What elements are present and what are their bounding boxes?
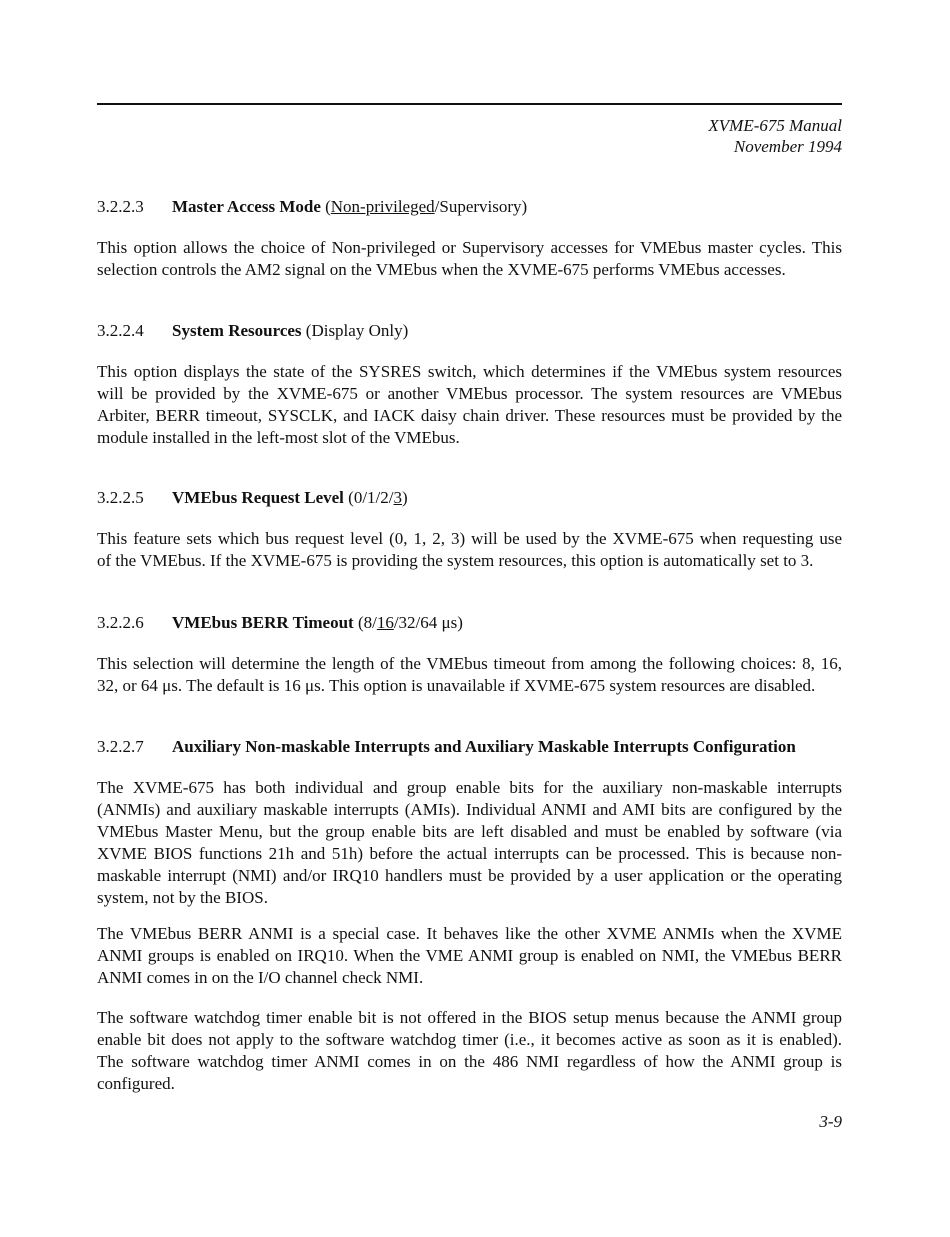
section-options-post: ) xyxy=(402,488,408,507)
section-options-default: 3 xyxy=(393,488,402,507)
section-paragraph xyxy=(97,923,842,989)
section-options-default: 16 xyxy=(376,613,394,632)
paragraph-line: system, not by the BIOS. xyxy=(97,888,268,907)
section-heading-3-2-2-6 xyxy=(97,612,463,634)
section-title: VMEbus Request Level xyxy=(172,488,344,507)
section-heading-3-2-2-7 xyxy=(97,736,796,758)
section-paragraph xyxy=(97,1007,842,1095)
paragraph-line: This feature sets which bus request level (0, 1, 2, 3) will be used by the XVME-675 when requesting use xyxy=(97,529,842,548)
paragraph-line: 32, or 64 μs. The default is 16 μs. This option is unavailable if XVME-675 system resources are disabled. xyxy=(97,676,816,695)
section-paragraph xyxy=(97,237,842,281)
section-options: (Display Only) xyxy=(301,321,409,340)
section-options-pre: (0/1/2/ xyxy=(343,488,394,507)
section-number: 3.2.2.7 xyxy=(97,737,144,756)
paragraph-line: The XVME-675 has both individual and group enable bits for the auxiliary non-maskable interrupts xyxy=(97,778,842,797)
section-heading-3-2-2-4 xyxy=(97,320,408,342)
paragraph-line: will be provided by the XVME-675 or another VMEbus processor. The system resources are VMEbus xyxy=(97,384,842,403)
section-options: /Supervisory) xyxy=(434,197,528,216)
paragraph-line: ANMI comes in on the I/O channel check NMI. xyxy=(97,968,424,987)
paragraph-line: XVME BIOS functions 21h and 51h) before the actual interrupts can be processed. This is because non- xyxy=(97,844,842,863)
paragraph-line: This option allows the choice of Non-privileged or Supervisory accesses for VMEbus master cycles. This xyxy=(97,238,842,257)
paragraph-line: maskable interrupt (NMI) and/or IRQ10 handlers must be provided by a user application or the operating xyxy=(97,866,842,885)
paragraph-line: The VMEbus BERR ANMI is a special case. It behaves like the other XVME ANMIs when the XVME xyxy=(97,924,842,943)
section-options-pre: (8/ xyxy=(353,613,377,632)
section-options-post: /32/64 μs) xyxy=(393,613,463,632)
paragraph-line: configured. xyxy=(97,1074,175,1093)
section-title: Master Access Mode xyxy=(172,197,321,216)
section-number: 3.2.2.4 xyxy=(97,321,144,340)
paragraph-line: This option displays the state of the SYSRES switch, which determines if the VMEbus system resources xyxy=(97,362,842,381)
section-paragraph xyxy=(97,361,842,449)
section-options-default: Non-privileged xyxy=(330,197,435,216)
section-title: System Resources xyxy=(172,321,302,340)
section-heading-3-2-2-5 xyxy=(97,487,408,509)
section-number: 3.2.2.5 xyxy=(97,488,144,507)
paragraph-line: This selection will determine the length of the VMEbus timeout from among the following choices: 8, 16, xyxy=(97,654,842,673)
section-options-open: ( xyxy=(320,197,331,216)
section-heading-3-2-2-3 xyxy=(97,196,527,218)
paragraph-line: VMEbus Master Menu, but the group enable bits are left disabled and must be enabled by software (via xyxy=(97,822,842,841)
paragraph-line: (ANMIs) and auxiliary maskable interrupts (AMIs). Individual ANMI and AMI bits are configured by the xyxy=(97,800,842,819)
paragraph-line: The software watchdog timer ANMI comes in on the 486 NMI regardless of how the ANMI group is xyxy=(97,1052,842,1071)
paragraph-line: Arbiter, BERR timeout, SYSCLK, and IACK daisy chain driver. These resources must be provided by the xyxy=(97,406,842,425)
header-rule xyxy=(97,103,842,105)
paragraph-line: enable bit does not apply to the software watchdog timer (i.e., it becomes active as soon as it is enabled). xyxy=(97,1030,842,1049)
paragraph-line: ANMI groups is enabled on IRQ10. When the VME ANMI group is enabled on NMI, the VMEbus BERR xyxy=(97,946,842,965)
section-title: VMEbus BERR Timeout xyxy=(172,613,354,632)
section-paragraph xyxy=(97,653,842,697)
section-number: 3.2.2.6 xyxy=(97,613,144,632)
section-title: Auxiliary Non-maskable Interrupts and Auxiliary Maskable Interrupts Configuration xyxy=(172,737,796,756)
paragraph-line: selection controls the AM2 signal on the VMEbus when the XVME-675 performs VMEbus accesses. xyxy=(97,260,786,279)
manual-date: November 1994 xyxy=(733,137,842,156)
section-paragraph xyxy=(97,528,842,572)
section-number: 3.2.2.3 xyxy=(97,197,144,216)
paragraph-line: of the VMEbus. If the XVME-675 is providing the system resources, this option is automatically set to 3. xyxy=(97,551,814,570)
page-number: 3-9 xyxy=(819,1112,842,1131)
paragraph-line: The software watchdog timer enable bit is not offered in the BIOS setup menus because the ANMI group xyxy=(97,1008,842,1027)
paragraph-line: module installed in the left-most slot of the VMEbus. xyxy=(97,428,460,447)
manual-title: XVME-675 Manual xyxy=(708,116,842,135)
section-paragraph xyxy=(97,777,842,909)
